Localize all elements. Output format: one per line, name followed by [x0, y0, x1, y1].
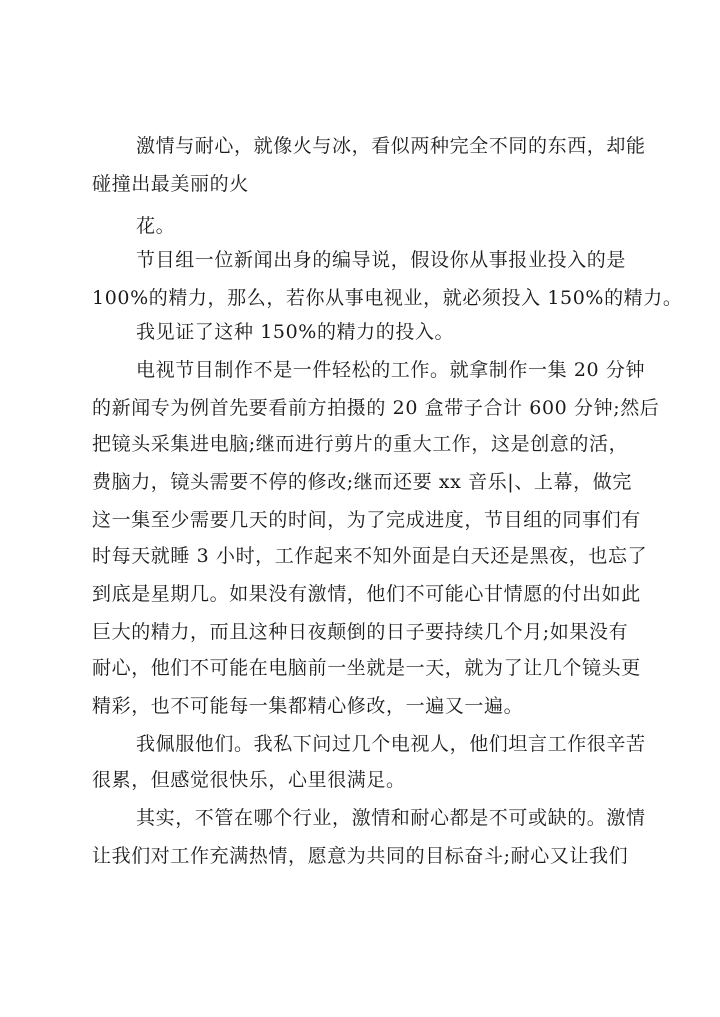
- text-line: 费脑力，镜头需要不停的修改;继而还要 xx 音乐|、上幕，做完: [92, 471, 632, 493]
- text-line: 让我们对工作充满热情，愿意为共同的目标奋斗;耐心又让我们: [92, 845, 629, 867]
- text-line: 时每天就睡 3 小时，工作起来不知外面是白天还是黑夜，也忘了: [92, 545, 648, 567]
- text-line: 到底是星期几。如果没有激情，他们不可能心甘情愿的付出如此: [92, 583, 641, 605]
- text-line: 100%的精力，那么，若你从事电视业，就必须投入 150%的精力。: [92, 287, 683, 309]
- text-line: 精彩，也不可能每一集都精心修改，一遍又一遍。: [92, 695, 524, 717]
- text-line: 耐心，他们不可能在电脑前一坐就是一天，就为了让几个镜头更: [92, 657, 641, 679]
- text-line: 这一集至少需要几天的时间，为了完成进度，节目组的同事们有: [92, 509, 641, 531]
- text-line: 碰撞出最美丽的火: [92, 173, 249, 195]
- text-line: 节目组一位新闻出身的编导说，假设你从事报业投入的是: [136, 249, 627, 271]
- text-line: 我见证了这种 150%的精力的投入。: [136, 321, 455, 343]
- text-line: 把镜头采集进电脑;继而进行剪片的重大工作，这是创意的活，: [92, 433, 629, 455]
- text-line: 花。: [136, 215, 176, 237]
- text-line: 电视节目制作不是一件轻松的工作。就拿制作一集 20 分钟: [136, 359, 646, 381]
- text-line: 我佩服他们。我私下问过几个电视人，他们坦言工作很辛苦: [136, 733, 646, 755]
- text-line: 很累，但感觉很快乐，心里很满足。: [92, 769, 406, 791]
- text-line: 巨大的精力，而且这种日夜颠倒的日子要持续几个月;如果没有: [92, 621, 629, 643]
- text-line: 激情与耐心，就像火与冰，看似两种完全不同的东西，却能: [136, 135, 646, 157]
- text-line: 的新闻专为例首先要看前方拍摄的 20 盒带子合计 600 分钟;然后: [92, 397, 660, 419]
- text-line: 其实，不管在哪个行业，激情和耐心都是不可或缺的。激情: [136, 807, 646, 829]
